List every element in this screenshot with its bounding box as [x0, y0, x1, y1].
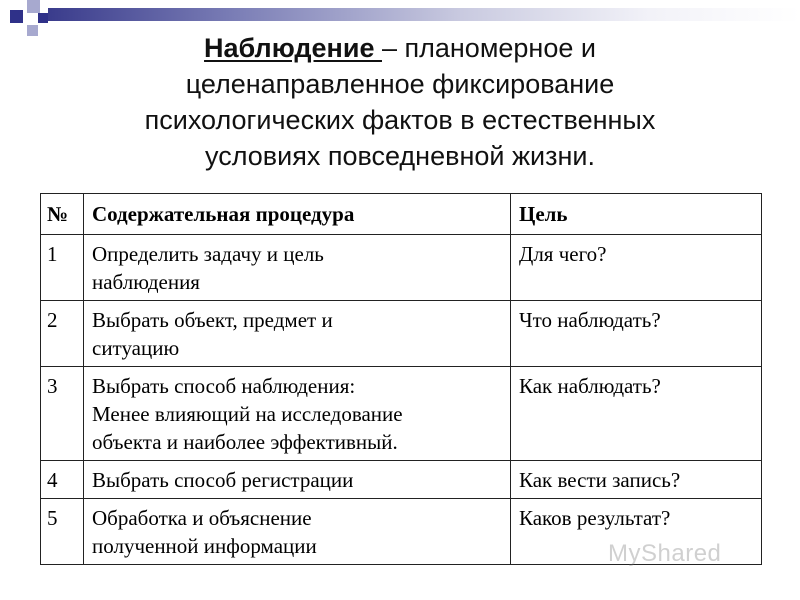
- procedure-line: Выбрать способ регистрации: [92, 468, 354, 492]
- row-procedure: [84, 499, 511, 565]
- procedure-line: объекта и наиболее эффективный.: [92, 430, 398, 454]
- table-row: [41, 499, 762, 565]
- procedure-line: Обработка и объяснение: [92, 506, 312, 530]
- row-goal: Каков результат?: [511, 499, 762, 565]
- row-goal: Как наблюдать?: [511, 367, 762, 461]
- procedure-line: Определить задачу и цель: [92, 242, 324, 266]
- procedure-table: [40, 193, 762, 565]
- table-row: [41, 367, 762, 461]
- row-procedure: [84, 235, 511, 301]
- procedure-line: полученной информации: [92, 534, 317, 558]
- title-line-2: целенаправленное фиксирование: [185, 69, 615, 99]
- table-row: [41, 235, 762, 301]
- title-rest: – планомерное и: [381, 33, 596, 63]
- deco-square-2: [27, 0, 40, 13]
- header-procedure: Содержательная процедура: [84, 194, 511, 235]
- row-goal: Что наблюдать?: [511, 301, 762, 367]
- table-row: [41, 461, 762, 499]
- deco-square-3: [27, 25, 38, 36]
- procedure-line: наблюдения: [92, 270, 200, 294]
- row-number: 1: [41, 235, 84, 301]
- deco-square-1: [10, 10, 23, 23]
- row-procedure: [84, 461, 511, 499]
- title-term: Наблюдение: [204, 33, 382, 63]
- row-procedure: [84, 367, 511, 461]
- deco-square-4: [38, 13, 48, 23]
- row-goal: Для чего?: [511, 235, 762, 301]
- procedure-line: Выбрать способ наблюдения:: [92, 374, 356, 398]
- procedure-line: ситуацию: [92, 336, 180, 360]
- header-goal: Цель: [511, 194, 762, 235]
- row-number: 2: [41, 301, 84, 367]
- header-number: №: [41, 194, 84, 235]
- row-number: 5: [41, 499, 84, 565]
- row-procedure: [84, 301, 511, 367]
- table-row: [41, 301, 762, 367]
- procedure-line: Менее влияющий на исследование: [92, 402, 403, 426]
- table-header-row: [41, 194, 762, 235]
- slide-title: [80, 30, 720, 174]
- procedure-line: Выбрать объект, предмет и: [92, 308, 333, 332]
- title-line-1: [80, 30, 720, 66]
- row-number: 3: [41, 367, 84, 461]
- row-goal: Как вести запись?: [511, 461, 762, 499]
- row-number: 4: [41, 461, 84, 499]
- watermark-logo: MyShared: [608, 540, 722, 567]
- header-gradient-bar: [48, 8, 800, 21]
- title-line-3: психологических фактов в естественных: [144, 105, 656, 135]
- title-line-4: условиях повседневной жизни.: [205, 141, 595, 171]
